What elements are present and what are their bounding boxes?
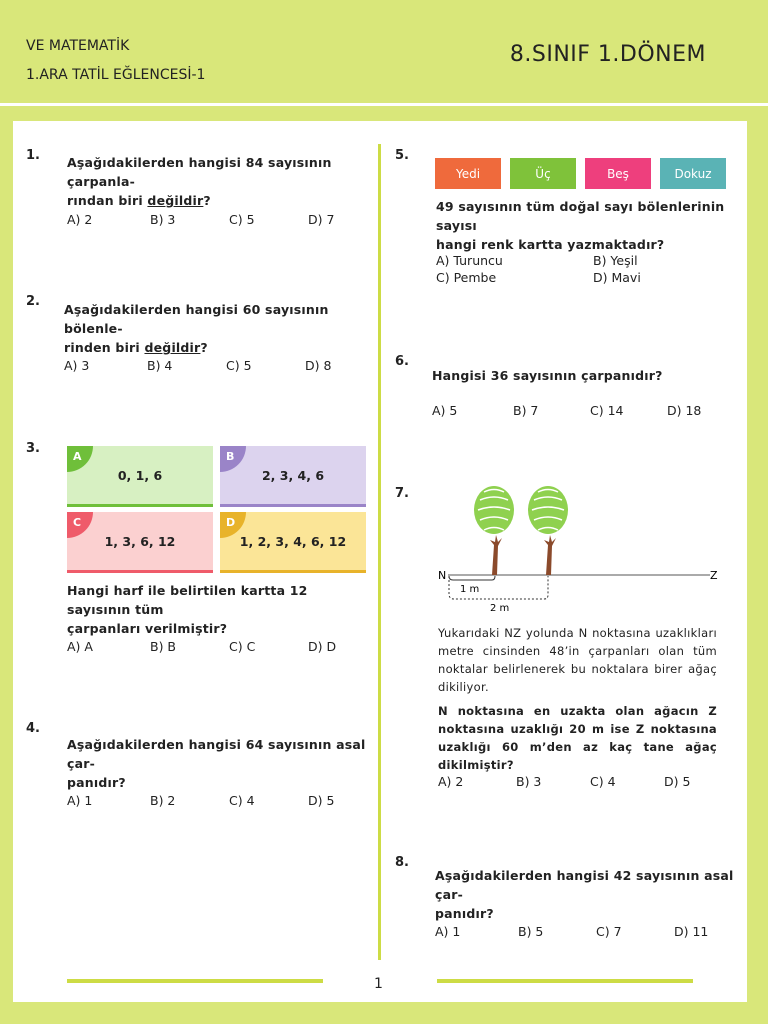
tab-uc: Üç xyxy=(510,158,576,189)
option-b[interactable]: B) B xyxy=(150,639,177,654)
tree-icon xyxy=(474,486,514,575)
option-d[interactable]: D) 5 xyxy=(664,774,691,789)
q1-options xyxy=(67,212,334,227)
option-b[interactable]: B) 7 xyxy=(513,403,539,418)
header-title: 1.ARA TATİL EĞLENCESİ-1 xyxy=(26,67,206,83)
distance-1m: 1 m xyxy=(460,584,480,595)
q8-options xyxy=(435,924,708,939)
card-a xyxy=(67,446,213,507)
q3-options xyxy=(67,639,336,654)
option-a[interactable]: A) 3 xyxy=(64,358,90,373)
q1-emphasis: değildir xyxy=(147,193,204,208)
q7-paragraph: Yukarıdaki NZ yolunda N noktasına uzaklıkları metre cinsinden 48’in çarpanları olan tüm noktalar belirlenerek bu noktalara birer ağaç dikiliyor. xyxy=(438,626,717,694)
option-a[interactable]: A) 1 xyxy=(435,924,461,939)
option-c[interactable]: C) 7 xyxy=(596,924,622,939)
tab-yedi: Yedi xyxy=(435,158,501,189)
card-d xyxy=(220,512,366,573)
option-c[interactable]: C) Pembe xyxy=(436,270,497,285)
q6-number: 6. xyxy=(395,354,409,369)
option-b[interactable]: B) Yeşil xyxy=(593,253,638,268)
column-divider xyxy=(378,144,381,960)
option-c[interactable]: C) 4 xyxy=(590,774,616,789)
point-z-label: Z xyxy=(710,569,718,582)
distance-2m: 2 m xyxy=(490,603,510,614)
q7-number: 7. xyxy=(395,486,409,501)
card-c xyxy=(67,512,213,573)
q2-text: Aşağıdakilerden hangisi 60 sayısının bölenle- rinden biri değildir? xyxy=(64,302,329,355)
option-c[interactable]: C) 5 xyxy=(229,212,255,227)
header-left xyxy=(26,32,205,90)
q2-options xyxy=(64,358,331,373)
footer-rule-left xyxy=(67,979,323,983)
q7-question: N noktasına en uzakta olan ağacın Z noktasına uzaklığı 20 m ise Z noktasına uzaklığı 60 m’den az kaç tane ağaç dikilmiştir? xyxy=(438,704,717,772)
card-a-values: 0, 1, 6 xyxy=(117,467,163,483)
q1-text: Aşağıdakilerden hangisi 84 sayısının çarpanla- rından biri değildir? xyxy=(67,155,332,208)
card-b xyxy=(220,446,366,507)
option-d[interactable]: D) 8 xyxy=(305,358,332,373)
card-c-values: 1, 3, 6, 12 xyxy=(104,533,176,549)
option-a[interactable]: A) 2 xyxy=(438,774,464,789)
header-subject: VE MATEMATİK xyxy=(26,38,130,54)
header-rule xyxy=(0,103,768,106)
option-b[interactable]: B) 3 xyxy=(516,774,542,789)
q4-text: Aşağıdakilerden hangisi 64 sayısının asal çar- panıdır? xyxy=(67,737,366,790)
card-b-values: 2, 3, 4, 6 xyxy=(261,467,325,483)
option-d[interactable]: D) 11 xyxy=(674,924,709,939)
option-b[interactable]: B) 4 xyxy=(147,358,173,373)
option-a[interactable]: A) 5 xyxy=(432,403,458,418)
point-n-label: N xyxy=(438,569,447,582)
page-number: 1 xyxy=(374,976,383,992)
q8-number: 8. xyxy=(395,855,409,870)
q3-text: Hangi harf ile belirtilen kartta 12 sayısının tüm çarpanları verilmiştir? xyxy=(67,583,308,636)
option-d[interactable]: D) Mavi xyxy=(593,270,641,285)
card-a-letter: A xyxy=(67,446,93,472)
q5-text: 49 sayısının tüm doğal sayı bölenlerinin sayısı hangi renk kartta yazmaktadır? xyxy=(436,199,725,252)
footer-rule-right xyxy=(437,979,693,983)
tree-icon xyxy=(528,486,568,575)
option-d[interactable]: D) D xyxy=(308,639,337,654)
card-c-letter: C xyxy=(67,512,93,538)
q4-options xyxy=(67,793,334,808)
option-d[interactable]: D) 7 xyxy=(308,212,335,227)
option-b[interactable]: B) 2 xyxy=(150,793,176,808)
option-a[interactable]: A) 2 xyxy=(67,212,93,227)
option-d[interactable]: D) 18 xyxy=(667,403,702,418)
card-d-letter: D xyxy=(220,512,246,538)
q1-number: 1. xyxy=(26,148,40,163)
tree-road-figure xyxy=(432,480,732,620)
option-d[interactable]: D) 5 xyxy=(308,793,335,808)
tab-bes: Beş xyxy=(585,158,651,189)
card-b-letter: B xyxy=(220,446,246,472)
option-b[interactable]: B) 5 xyxy=(518,924,544,939)
option-c[interactable]: C) C xyxy=(229,639,256,654)
card-d-values: 1, 2, 3, 4, 6, 12 xyxy=(239,533,347,549)
option-c[interactable]: C) 5 xyxy=(226,358,252,373)
q6-options xyxy=(432,403,701,418)
option-a[interactable]: A) Turuncu xyxy=(436,253,503,268)
option-a[interactable]: A) 1 xyxy=(67,793,93,808)
q2-number: 2. xyxy=(26,294,40,309)
option-a[interactable]: A) A xyxy=(67,639,93,654)
q5-options xyxy=(436,253,696,285)
q8-text: Aşağıdakilerden hangisi 42 sayısının asal çar- panıdır? xyxy=(435,868,734,921)
option-c[interactable]: C) 4 xyxy=(229,793,255,808)
tab-dokuz: Dokuz xyxy=(660,158,726,189)
option-c[interactable]: C) 14 xyxy=(590,403,624,418)
q2-emphasis: değildir xyxy=(144,340,201,355)
header-grade: 8.SINIF 1.DÖNEM xyxy=(509,42,706,67)
q5-number: 5. xyxy=(395,148,409,163)
q4-number: 4. xyxy=(26,721,40,736)
option-b[interactable]: B) 3 xyxy=(150,212,176,227)
q6-text: Hangisi 36 sayısının çarpanıdır? xyxy=(432,368,663,383)
q7-options xyxy=(438,774,690,789)
q3-number: 3. xyxy=(26,441,40,456)
